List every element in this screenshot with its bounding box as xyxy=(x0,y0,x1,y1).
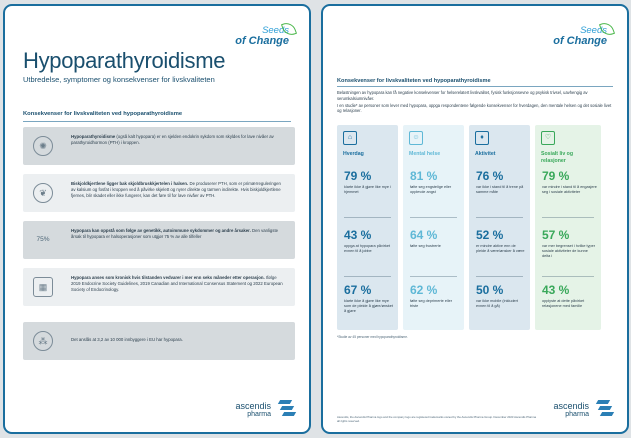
page-title: Hypoparathyroidisme xyxy=(23,48,226,73)
column-mental-helse xyxy=(403,125,464,330)
stat-percent: 43 % xyxy=(344,228,372,242)
home-icon: ⌂ xyxy=(343,131,357,145)
stat-desc: var ikke mobile (inkludert evnen til å gå) xyxy=(476,299,518,308)
brain-icon: ✺ xyxy=(33,136,53,156)
info-card-prevalence: ⁂ Det anslås at 3,2 av 10 000 innbyggere i EU har hypopara. xyxy=(23,322,295,360)
stat-desc: følte seg frustrerte xyxy=(410,244,441,248)
column-sosialt-liv xyxy=(535,125,601,330)
column-title: Aktivitet xyxy=(475,151,496,157)
stat-percent: 50 % xyxy=(476,283,504,297)
stat-percent: 79 % xyxy=(542,169,570,183)
stat-desc: klarte ikke å gjøre like mye som de pleide å gjøre/ønsket å gjøre xyxy=(344,299,393,313)
divider xyxy=(337,86,613,87)
heart-icon: ♡ xyxy=(541,131,555,145)
stat-desc: følte seg engstelige eller opplevde angst xyxy=(410,185,452,194)
section-heading: Konsekvenser for livskvaliteten ved hypoparathyroidisme xyxy=(23,111,183,117)
stat-percent: 64 % xyxy=(410,228,438,242)
info-card-chronic: ▦ Hypopara anses som kronisk hvis tilstanden vedvarer i mer enn seks måneder etter operasjon. Ifølge 2019 Endocrine Society Guidelines, 2019 Canadian and International Consensus Statement og 2022 European Society of Endocrinology. xyxy=(23,268,295,306)
stat-percent: 76 % xyxy=(476,169,504,183)
column-title: Mental helse xyxy=(409,151,441,157)
stat-percent: 52 % xyxy=(476,228,504,242)
stat-percent: 57 % xyxy=(542,228,570,242)
intro-text: Belastningen av hypopara kan få negative konsekvenser for helserelatert livskvalitet, fysisk funksjonsevne og psykisk trivsel, uavhengig av serumkalsiumnivåer. I en studie* av personer som lever med hypopara, oppga respondentene følgende konsekvenser for hverdagen, den mentale helsen og det sosiale livet og relasjoner. xyxy=(337,90,612,114)
ascendis-pharma-logo: ascendis pharma xyxy=(235,401,271,418)
stat-desc: følte seg deprimerte eller triste xyxy=(410,299,452,308)
column-aktivitet xyxy=(469,125,530,330)
stat-desc: klarte ikke å gjøre like mye i hjemmet xyxy=(344,185,391,194)
stat-percent: 81 % xyxy=(410,169,438,183)
info-card-glands: ❦ Biskjoldkjertlene ligger bak skjoldbruskkjertelen i halsen. De produserer PTH, som er primærreguleringen av kalsium og fosfat i kroppen ved å påvirke skjelett og nyrer direkte og tarmen indirekte. Hvis biskjoldkjertlene fjernes, blir skadet eller ikke fungerer, kan det føre til for lave nivåer av PTH. xyxy=(23,174,295,212)
thyroid-icon: ❦ xyxy=(33,183,53,203)
percent-badge: 75% xyxy=(36,236,50,243)
divider xyxy=(23,121,291,122)
seeds-of-change-logo: Seeds of Change xyxy=(549,26,607,47)
stat-desc: oppga at hypopara påvirket evnen til å jobbe xyxy=(344,244,391,253)
column-title: Hverdag xyxy=(343,151,364,157)
calendar-icon: ▦ xyxy=(33,277,53,297)
info-card-definition: ✺ Hypoparathyroidisme (også kalt hypopara) er en sjelden endokrin sykdom som skyldes for lave nivåer av parathyroidhormon (PTH) i kroppen. xyxy=(23,127,295,165)
stat-percent: 62 % xyxy=(410,283,438,297)
column-title: Sosialt liv og relasjoner xyxy=(541,151,573,164)
legal-text: Ascendis, the Ascendis Pharma logo and the company logo are registered trademarks owned by the Ascendis Pharma Group. December 2023 Ascendis Pharma all rights reserved. xyxy=(337,415,536,423)
stat-percent: 67 % xyxy=(344,283,372,297)
stat-desc: er mindre aktive enn de pleide å være/ønsker å være xyxy=(476,244,525,253)
stat-percent: 43 % xyxy=(542,283,570,297)
stat-percent: 79 % xyxy=(344,169,372,183)
footnote: *Studie av 45 personer med hypoparathyroidisme. xyxy=(337,335,408,339)
stat-desc: var mer begrenset i hvilke typer sosiale aktiviteter de kunne delta i xyxy=(542,244,595,258)
seeds-of-change-logo: Seeds of Change xyxy=(231,26,289,47)
stat-desc: var mindre i stand til å engasjere seg i sosiale aktiviteter xyxy=(542,185,597,194)
info-card-causes: 75% Hypopara kan oppstå som følge av genetikk, autoimmune sykdommer og andre årsaker. Den vanligste årsak til hypopara er halsoperasjoner som utgjør 75 % av alle tilfeller xyxy=(23,221,295,259)
head-icon: ☺ xyxy=(409,131,423,145)
stat-desc: opplyste at dette påvirket relasjonene med familie xyxy=(542,299,585,308)
section-heading: Konsekvenser for livskvaliteten ved hypoparathyroidisme xyxy=(337,78,491,84)
people-icon: ⁂ xyxy=(33,331,53,351)
activity-icon: ♦ xyxy=(475,131,489,145)
column-hverdag xyxy=(337,125,398,330)
page-2 xyxy=(321,4,629,434)
page-1 xyxy=(3,4,311,434)
ascendis-pharma-logo: ascendis pharma xyxy=(553,401,589,418)
stat-desc: var ikke i stand til å trene på samme måte xyxy=(476,185,524,194)
page-subtitle: Utbredelse, symptomer og konsekvenser for livskvaliteten xyxy=(23,75,215,84)
